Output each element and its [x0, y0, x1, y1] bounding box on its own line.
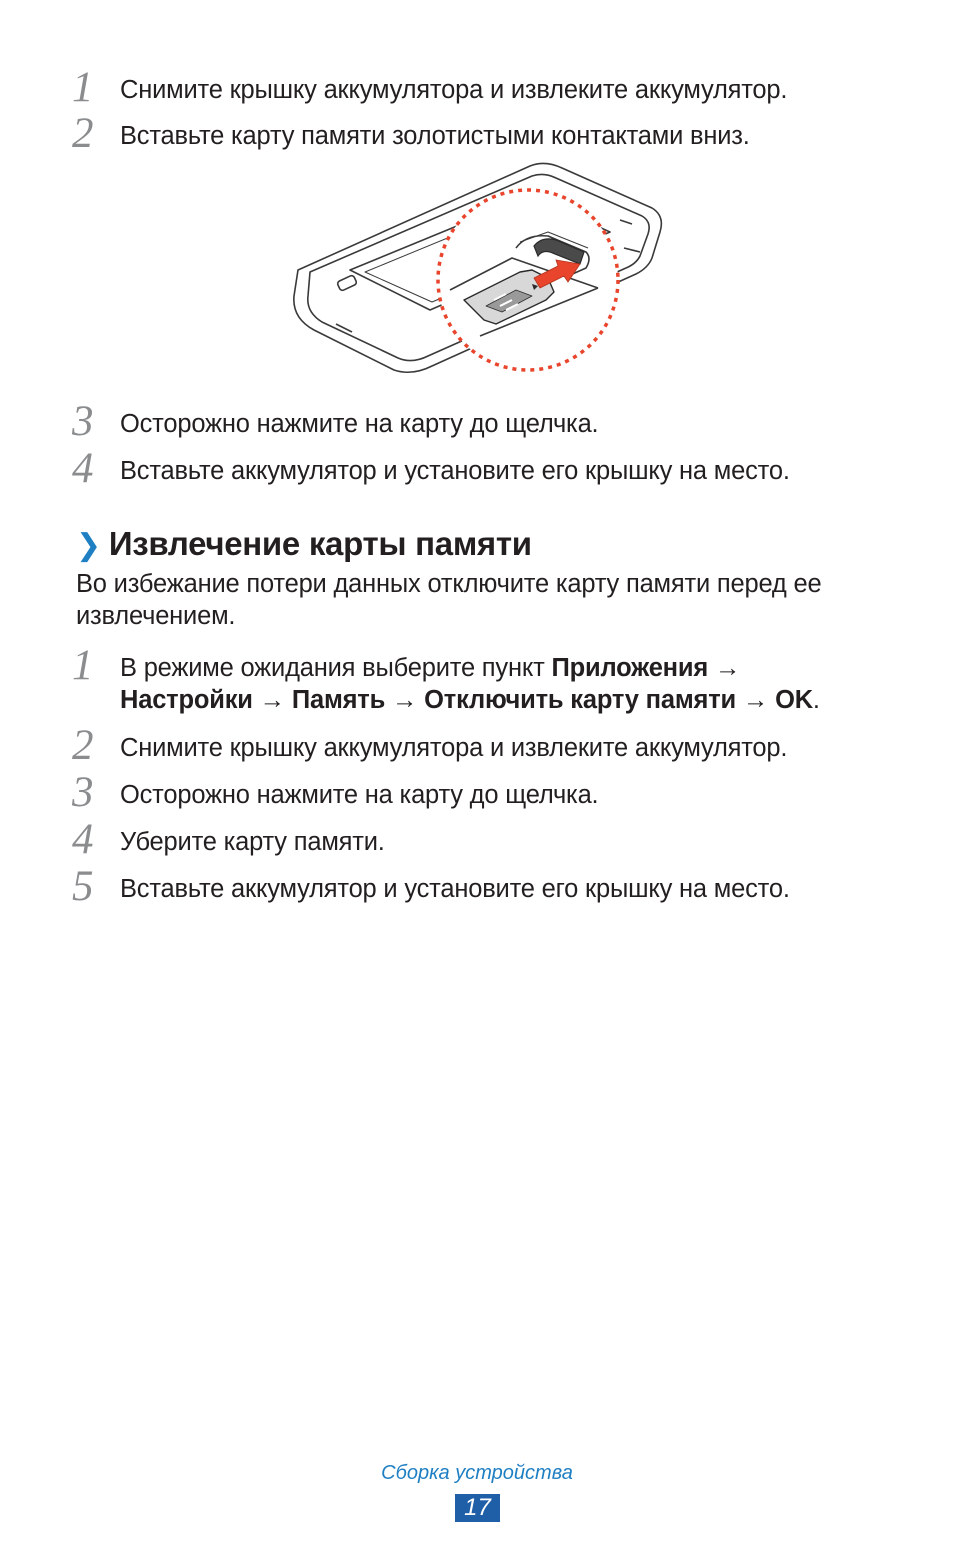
step-text: Снимите крышку аккумулятора и извлеките аккумулятор.	[120, 734, 788, 762]
step-text: Снимите крышку аккумулятора и извлеките аккумулятор.	[120, 76, 788, 104]
step-number: 5	[72, 863, 94, 910]
footer-chapter-title: Сборка устройства	[381, 1462, 573, 1484]
menu-item-memory: Память	[291, 686, 386, 714]
memory-card-insertion-illustration	[280, 160, 680, 390]
step-number: 1	[72, 642, 94, 689]
chevron-right-icon: ❯	[76, 529, 101, 562]
section-heading	[76, 524, 532, 566]
step-text: Осторожно нажмите на карту до щелчка.	[120, 410, 599, 438]
step-text: Осторожно нажмите на карту до щелчка.	[120, 781, 599, 809]
step-number: 1	[72, 64, 94, 111]
step-number: 4	[72, 816, 94, 863]
step-text: В режиме ожидания выберите пункт Приложения → Настройки → Память → Отключить карту памяти → OK.	[120, 654, 820, 714]
section-title: Извлечение карты памяти	[108, 525, 532, 562]
step-number: 2	[72, 722, 94, 769]
step-text: Вставьте аккумулятор и установите его крышку на место.	[120, 875, 790, 903]
section-intro: Во избежание потери данных отключите карту памяти перед ее извлечением.	[76, 570, 822, 630]
step-number: 2	[72, 110, 94, 157]
menu-item-unmount-card: Отключить карту памяти	[424, 686, 736, 714]
step-text: Вставьте аккумулятор и установите его крышку на место.	[120, 457, 790, 485]
menu-item-ok: OK	[775, 686, 813, 714]
step-number: 4	[72, 445, 94, 492]
step-number: 3	[72, 769, 94, 816]
menu-item-settings: Настройки	[120, 686, 253, 714]
page-number: 17	[455, 1494, 500, 1522]
step-text: Уберите карту памяти.	[120, 828, 385, 856]
step-number: 3	[72, 398, 94, 445]
menu-item-applications: Приложения	[551, 654, 709, 682]
step-text: Вставьте карту памяти золотистыми контактами вниз.	[120, 122, 750, 150]
